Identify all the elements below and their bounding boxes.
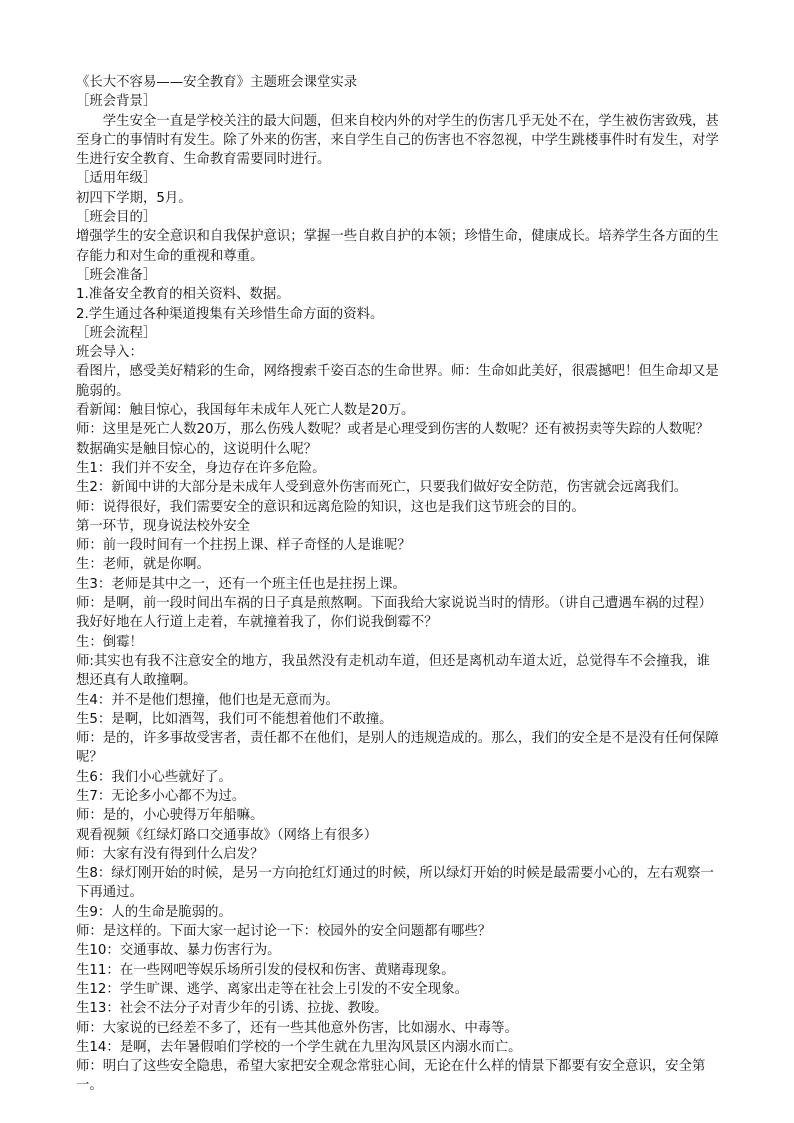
- paragraph: 生5：是啊，比如酒驾，我们可不能想着他们不敢撞。: [76, 711, 393, 727]
- paragraph: 看新闻：触目惊心，我国每年未成年人死亡人数是20万。: [76, 403, 415, 419]
- paragraph: 观看视频《红绿灯路口交通事故》（网络上有很多）: [76, 827, 378, 843]
- paragraph: 生：老师，就是你啊。: [76, 557, 210, 573]
- paragraph: 生8：绿灯刚开始的时候，是另一方向抢红灯通过的时候，所以绿灯开始的时候是最需要小心的，左右观察一下再通过。: [76, 866, 714, 901]
- document-body: [76, 73, 721, 1096]
- document-title: 《长大不容易——安全教育》主题班会课堂实录: [76, 75, 358, 90]
- paragraph: 增强学生的安全意识和自我保护意识；掌握一些自救自护的本领；珍惜生命，健康成长。培养学生各方面的生存能力和对生命的重视和尊重。: [76, 229, 719, 264]
- section-heading: ［班会准备］: [76, 267, 157, 283]
- paragraph-list: [76, 92, 721, 1095]
- paragraph: 生4：并不是他们想撞，他们也是无意而为。: [76, 692, 339, 708]
- paragraph: 师：前一段时间有一个拄拐上课、样子奇怪的人是谁呢？: [76, 538, 411, 554]
- paragraph: 生10：交通事故、暴力伤害行为。: [76, 943, 281, 959]
- paragraph: 生9：人的生命是脆弱的。: [76, 904, 232, 920]
- paragraph: 生11：在一些网吧等娱乐场所引发的侵权和伤害、黄赌毒现象。: [76, 962, 455, 978]
- paragraph: 师：大家说的已经差不多了，还有一些其他意外伤害，比如溺水、中毒等。: [76, 1020, 518, 1036]
- paragraph: 生12：学生旷课、逃学、离家出走等在社会上引发的不安全现象。: [76, 981, 468, 997]
- paragraph: 师：是的，小心驶得万年船嘛。: [76, 808, 264, 824]
- paragraph: 学生安全一直是学校关注的最大问题，但来自校内外的对学生的伤害几乎无处不在，学生被伤害致残，甚至身亡的事情时有发生。除了外来的伤害，来自学生自己的伤害也不容忽视，中学生跳楼事件时有发生，对学生进行安全教育、生命教育需要同时进行。: [76, 113, 719, 168]
- paragraph: 2.学生通过各种渠道搜集有关珍惜生命方面的资料。: [76, 306, 384, 322]
- paragraph: 生3：老师是其中之一，还有一个班主任也是拄拐上课。: [76, 576, 406, 592]
- paragraph: 生1：我们并不安全，身边存在许多危险。: [76, 460, 326, 476]
- section-heading: ［班会流程］: [76, 325, 157, 341]
- paragraph: 初四下学期，5月。: [76, 190, 192, 206]
- paragraph: 班会导入：: [76, 345, 143, 361]
- paragraph: 师：这里是死亡人数20万，那么伤残人数呢？或者是心理受到伤害的人数呢？还有被拐卖等失踪的人数呢？数据确实是触目惊心的，这说明什么呢？: [76, 422, 710, 457]
- paragraph: 师：是的，许多事故受害者，责任都不在他们，是别人的违规造成的。那么，我们的安全是不是没有任何保障呢？: [76, 731, 719, 766]
- paragraph: 1.准备安全教育的相关资料、数据。: [76, 287, 290, 303]
- paragraph: 生6：我们小心些就好了。: [76, 769, 232, 785]
- paragraph: 生7：无论多小心都不为过。: [76, 788, 246, 804]
- paragraph: 生：倒霉！: [76, 634, 143, 650]
- paragraph: 师：明白了这些安全隐患，希望大家把安全观念常驻心间，无论在什么样的情景下都要有安全意识，安全第一。: [76, 1059, 706, 1094]
- section-heading: ［班会目的］: [76, 210, 157, 226]
- paragraph: 师：大家有没有得到什么启发？: [76, 846, 264, 862]
- paragraph: 生2：新闻中讲的大部分是未成年人受到意外伤害而死亡，只要我们做好安全防范，伤害就会远离我们。: [76, 480, 688, 496]
- paragraph: 第一环节，现身说法校外安全: [76, 518, 251, 534]
- paragraph: 师：是这样的。下面大家一起讨论一下：校园外的安全问题都有哪些？: [76, 924, 492, 940]
- paragraph: 师：说得很好，我们需要安全的意识和远离危险的知识，这也是我们这节班会的目的。: [76, 499, 585, 515]
- paragraph: 生14：是啊，去年暑假咱们学校的一个学生就在九里沟风景区内溺水而亡。: [76, 1039, 522, 1055]
- paragraph: 生13：社会不法分子对青少年的引诱、拉拢、教唆。: [76, 1001, 388, 1017]
- section-heading: ［班会背景］: [76, 94, 157, 110]
- paragraph: 师：是啊，前一段时间出车祸的日子真是煎熬啊。下面我给大家说说当时的情形。（讲自己遭遇车祸的过程）我好好地在人行道上走着，车就撞着我了，你们说我倒霉不？: [76, 596, 713, 631]
- paragraph: 师:其实也有我不注意安全的地方，我虽然没有走机动车道，但还是离机动车道太近，总觉得车不会撞我，谁想还真有人敢撞啊。: [76, 653, 710, 689]
- paragraph: 看图片，感受美好精彩的生命，网络搜索千姿百态的生命世界。师：生命如此美好，很震撼吧！但生命却又是脆弱的。: [76, 364, 719, 399]
- section-heading: ［适用年级］: [76, 171, 157, 187]
